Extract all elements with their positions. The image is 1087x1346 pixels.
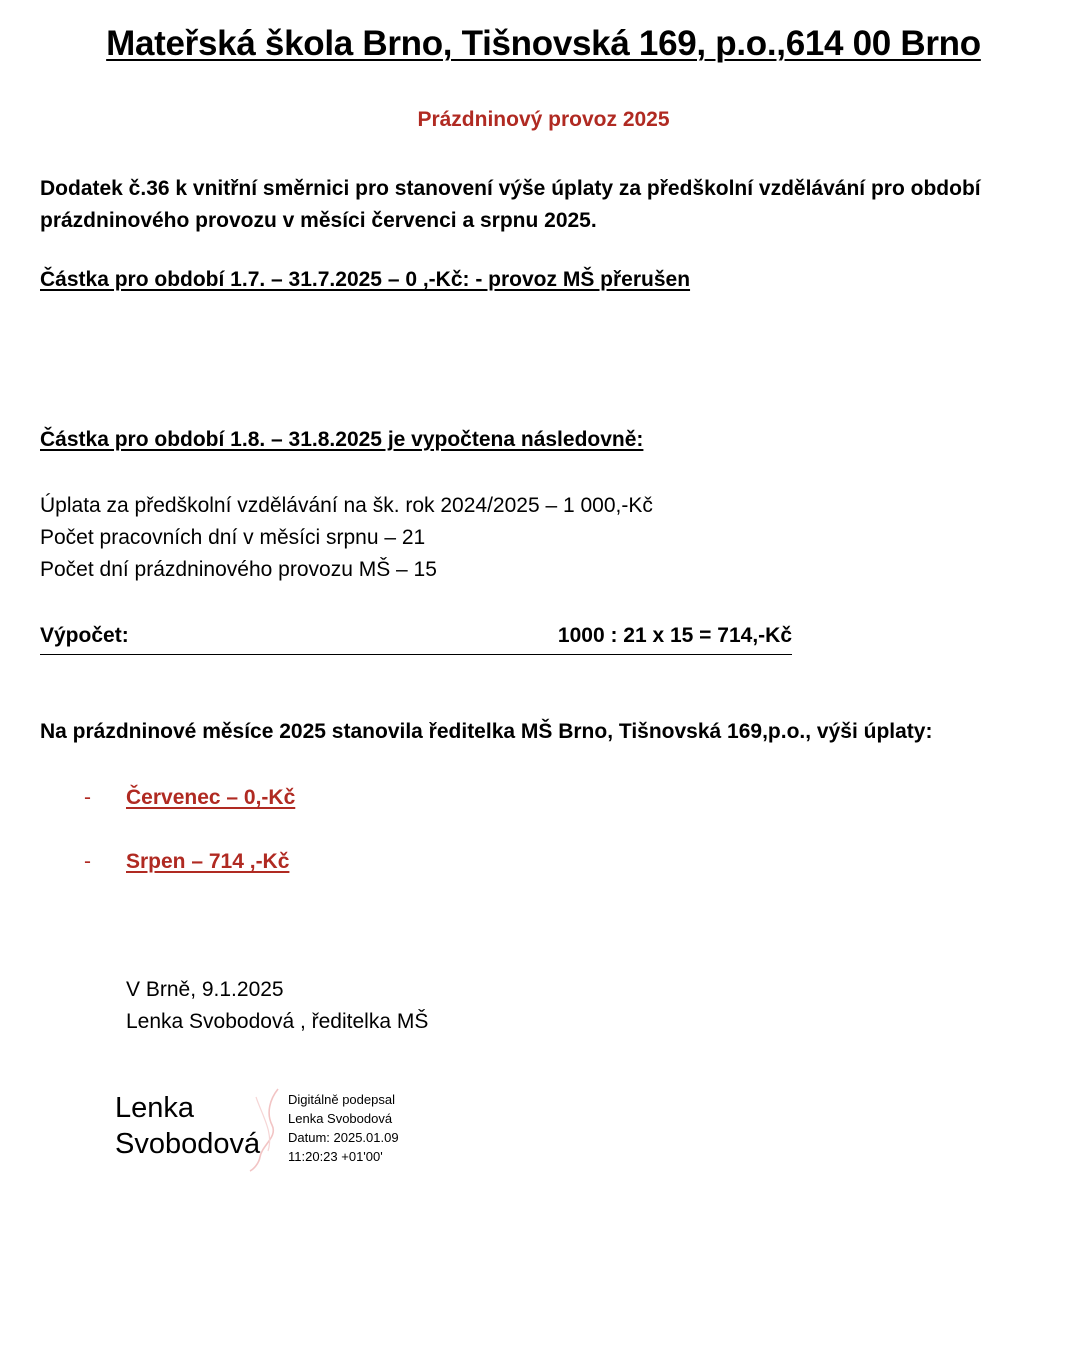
signature-meta-line: Lenka Svobodová: [288, 1111, 393, 1126]
fee-august: Srpen – 714 ,-Kč: [126, 850, 290, 873]
august-heading: Částka pro období 1.8. – 31.8.2025 je vypočtena následovně:: [40, 428, 644, 451]
fact-operation-days: Počet dní prázdninového provozu MŠ – 15: [40, 558, 437, 581]
signature-first-name: Lenka: [115, 1092, 195, 1124]
signature-meta-line: Datum: 2025.01.09: [288, 1130, 399, 1145]
calculation-expression: 1000 : 21 x 15 = 714,-Kč: [557, 624, 792, 647]
fact-working-days: Počet pracovních dní v měsíci srpnu – 21: [40, 526, 426, 549]
intro-paragraph: Dodatek č.36 k vnitřní směrnici pro stanovení výše úplaty za předškolní vzdělávání pro období prázdninového provozu v měsíci červenci a srpnu 2025.: [40, 177, 981, 232]
place-date: V Brně, 9.1.2025: [126, 978, 284, 1001]
fact-annual-fee: Úplata za předškolní vzdělávání na šk. rok 2024/2025 – 1 000,-Kč: [40, 494, 653, 517]
signatory: Lenka Svobodová , ředitelka MŠ: [126, 1010, 429, 1033]
decision-paragraph: Na prázdninové měsíce 2025 stanovila ředitelka MŠ Brno, Tišnovská 169,p.o., výši úplaty:: [40, 720, 933, 743]
calculation-row: [40, 624, 792, 655]
signature-meta: [288, 1090, 399, 1166]
signature-meta-line: 11:20:23 +01'00': [288, 1149, 383, 1164]
calculation-label: Výpočet:: [40, 624, 129, 647]
fee-bullet-july: -: [84, 786, 91, 809]
fee-bullet-august: -: [84, 850, 91, 873]
fee-july: Červenec – 0,-Kč: [126, 786, 296, 809]
document-title: Mateřská škola Brno, Tišnovská 169, p.o.,614 00 Brno: [106, 24, 981, 63]
july-heading: Částka pro období 1.7. – 31.7.2025 – 0 ,-Kč: - provoz MŠ přerušen: [40, 268, 691, 291]
signature-last-name: Svobodová: [115, 1128, 261, 1160]
document-subtitle: Prázdninový provoz 2025: [417, 108, 670, 131]
signature-meta-line: Digitálně podepsal: [288, 1092, 395, 1107]
signature-mark-icon: [248, 1085, 288, 1173]
signature-name: [115, 1090, 260, 1162]
